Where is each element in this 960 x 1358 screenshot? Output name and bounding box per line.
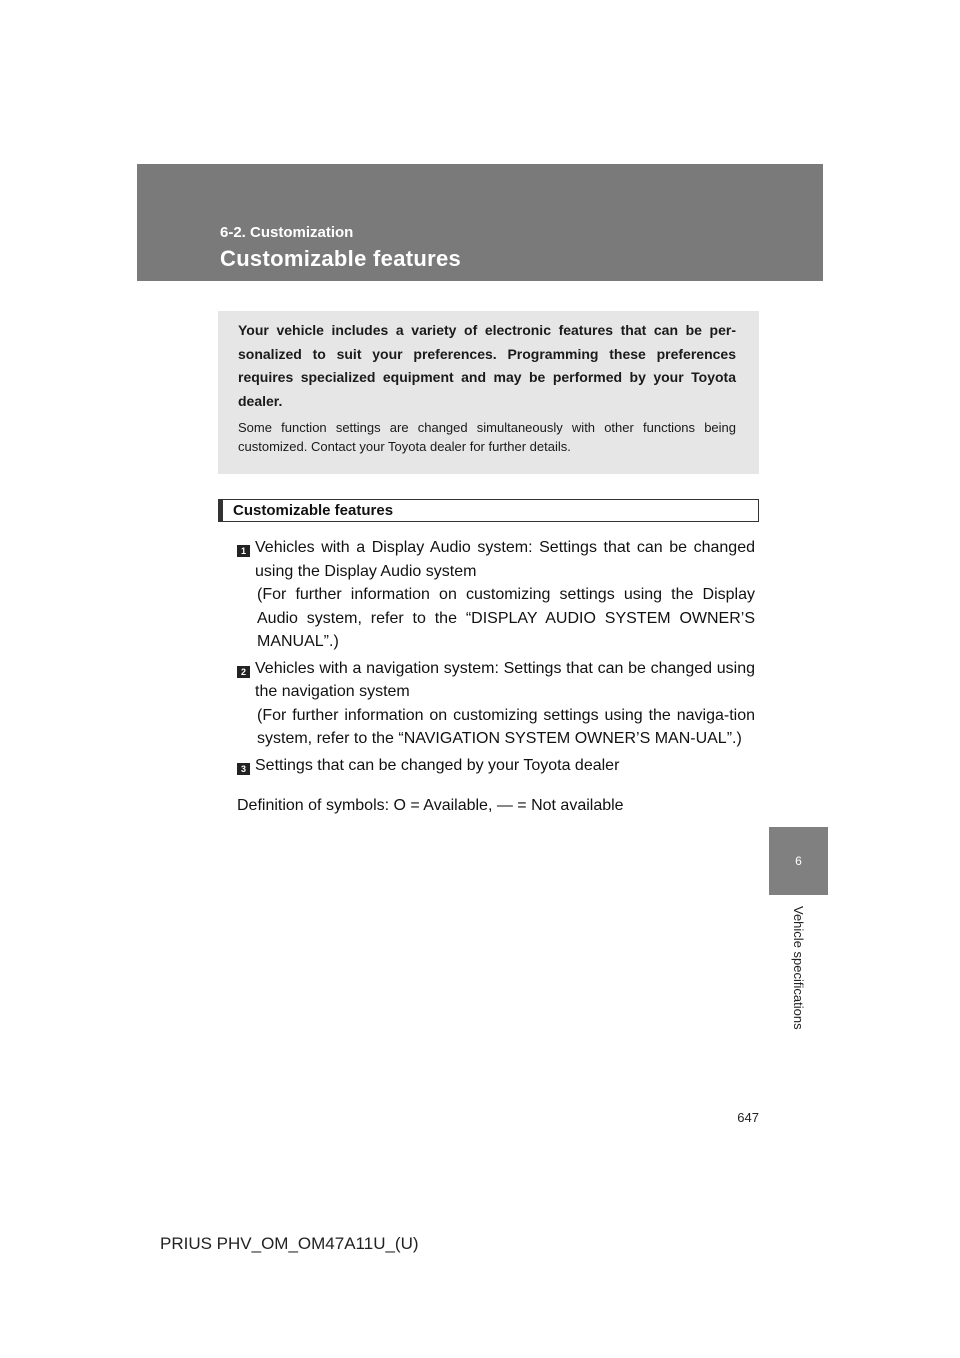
number-badge-1: 1	[237, 545, 250, 557]
list-item	[237, 536, 755, 654]
number-badge-3: 3	[237, 763, 250, 775]
item-subtext: (For further information on customizing settings using the naviga-tion system, refer to the “NAVIGATION SYSTEM OWNER’S MAN-UAL”.)	[257, 706, 755, 747]
item-text: Settings that can be changed by your Toyota dealer	[255, 756, 620, 774]
list-item	[237, 657, 755, 751]
page-number: 647	[737, 1110, 759, 1125]
chapter-tab: 6	[769, 827, 828, 895]
item-text: Vehicles with a Display Audio system: Settings that can be changed using the Display Audio system	[255, 539, 755, 580]
chapter-title	[769, 902, 828, 1052]
section-heading: Customizable features	[218, 499, 759, 522]
chapter-title-text: Vehicle specifications	[791, 906, 806, 1030]
section-header-band	[137, 164, 823, 281]
document-code: PRIUS PHV_OM_OM47A11U_(U)	[160, 1234, 419, 1253]
intro-note: Some function settings are changed simultaneously with other functions being customized. Contact your Toyota dealer for further details.	[238, 420, 736, 454]
page-title: Customizable features	[220, 246, 462, 271]
list-item	[237, 754, 755, 778]
feature-list	[237, 536, 755, 780]
number-badge-2: 2	[237, 666, 250, 678]
intro-text: Your vehicle includes a variety of electronic features that can be per-sonalized to suit your preferences. Programming these preferences requires specialized equipment and may be performed by your Toyota dealer.	[238, 322, 736, 409]
symbol-definition: Definition of symbols: O = Available, — = Not available	[237, 797, 624, 814]
intro-box	[218, 311, 759, 474]
item-text: Vehicles with a navigation system: Settings that can be changed using the navigation system	[255, 659, 755, 700]
item-subtext: (For further information on customizing settings using the Display Audio system, refer to the “DISPLAY AUDIO SYSTEM OWNER’S MANUAL”.)	[257, 586, 755, 650]
section-label: 6-2. Customization	[220, 224, 354, 241]
